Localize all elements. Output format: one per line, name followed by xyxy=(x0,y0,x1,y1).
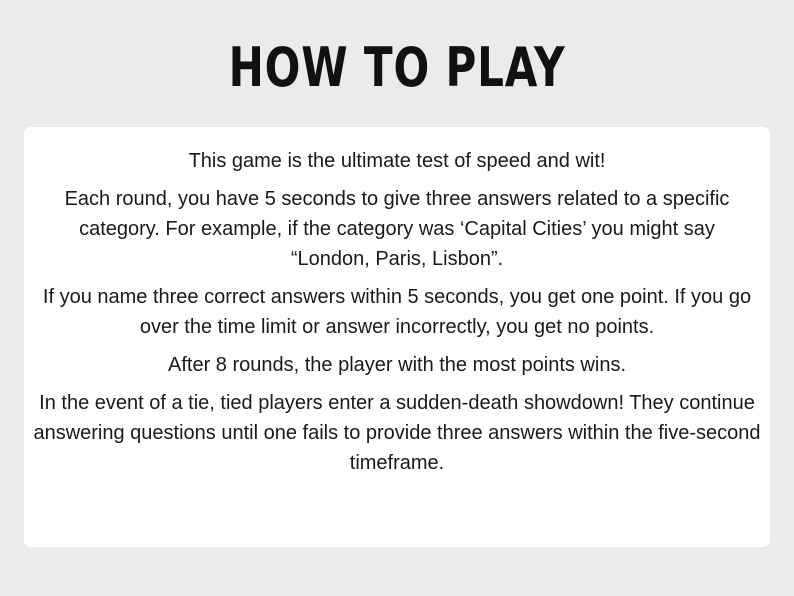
rules-tiebreak-paragraph: In the event of a tie, tied players enter a sudden-death showdown! They continue answering questions until one fails to provide three answers within the five-second timeframe. xyxy=(33,392,761,474)
rules-intro-paragraph: This game is the ultimate test of speed and wit! xyxy=(188,150,606,172)
rules-winning-paragraph: After 8 rounds, the player with the most points wins. xyxy=(168,354,626,376)
page-title: HOW TO PLAY xyxy=(228,36,566,99)
rules-round-paragraph: Each round, you have 5 seconds to give three answers related to a specific category. For example, if the category was ‘Capital Cities’ you might say “London, Paris, Lisbon”. xyxy=(64,188,730,270)
rules-scoring-paragraph: If you name three correct answers within 5 seconds, you get one point. If you go over the time limit or answer incorrectly, you get no points. xyxy=(42,286,752,338)
rules-card xyxy=(24,127,770,547)
